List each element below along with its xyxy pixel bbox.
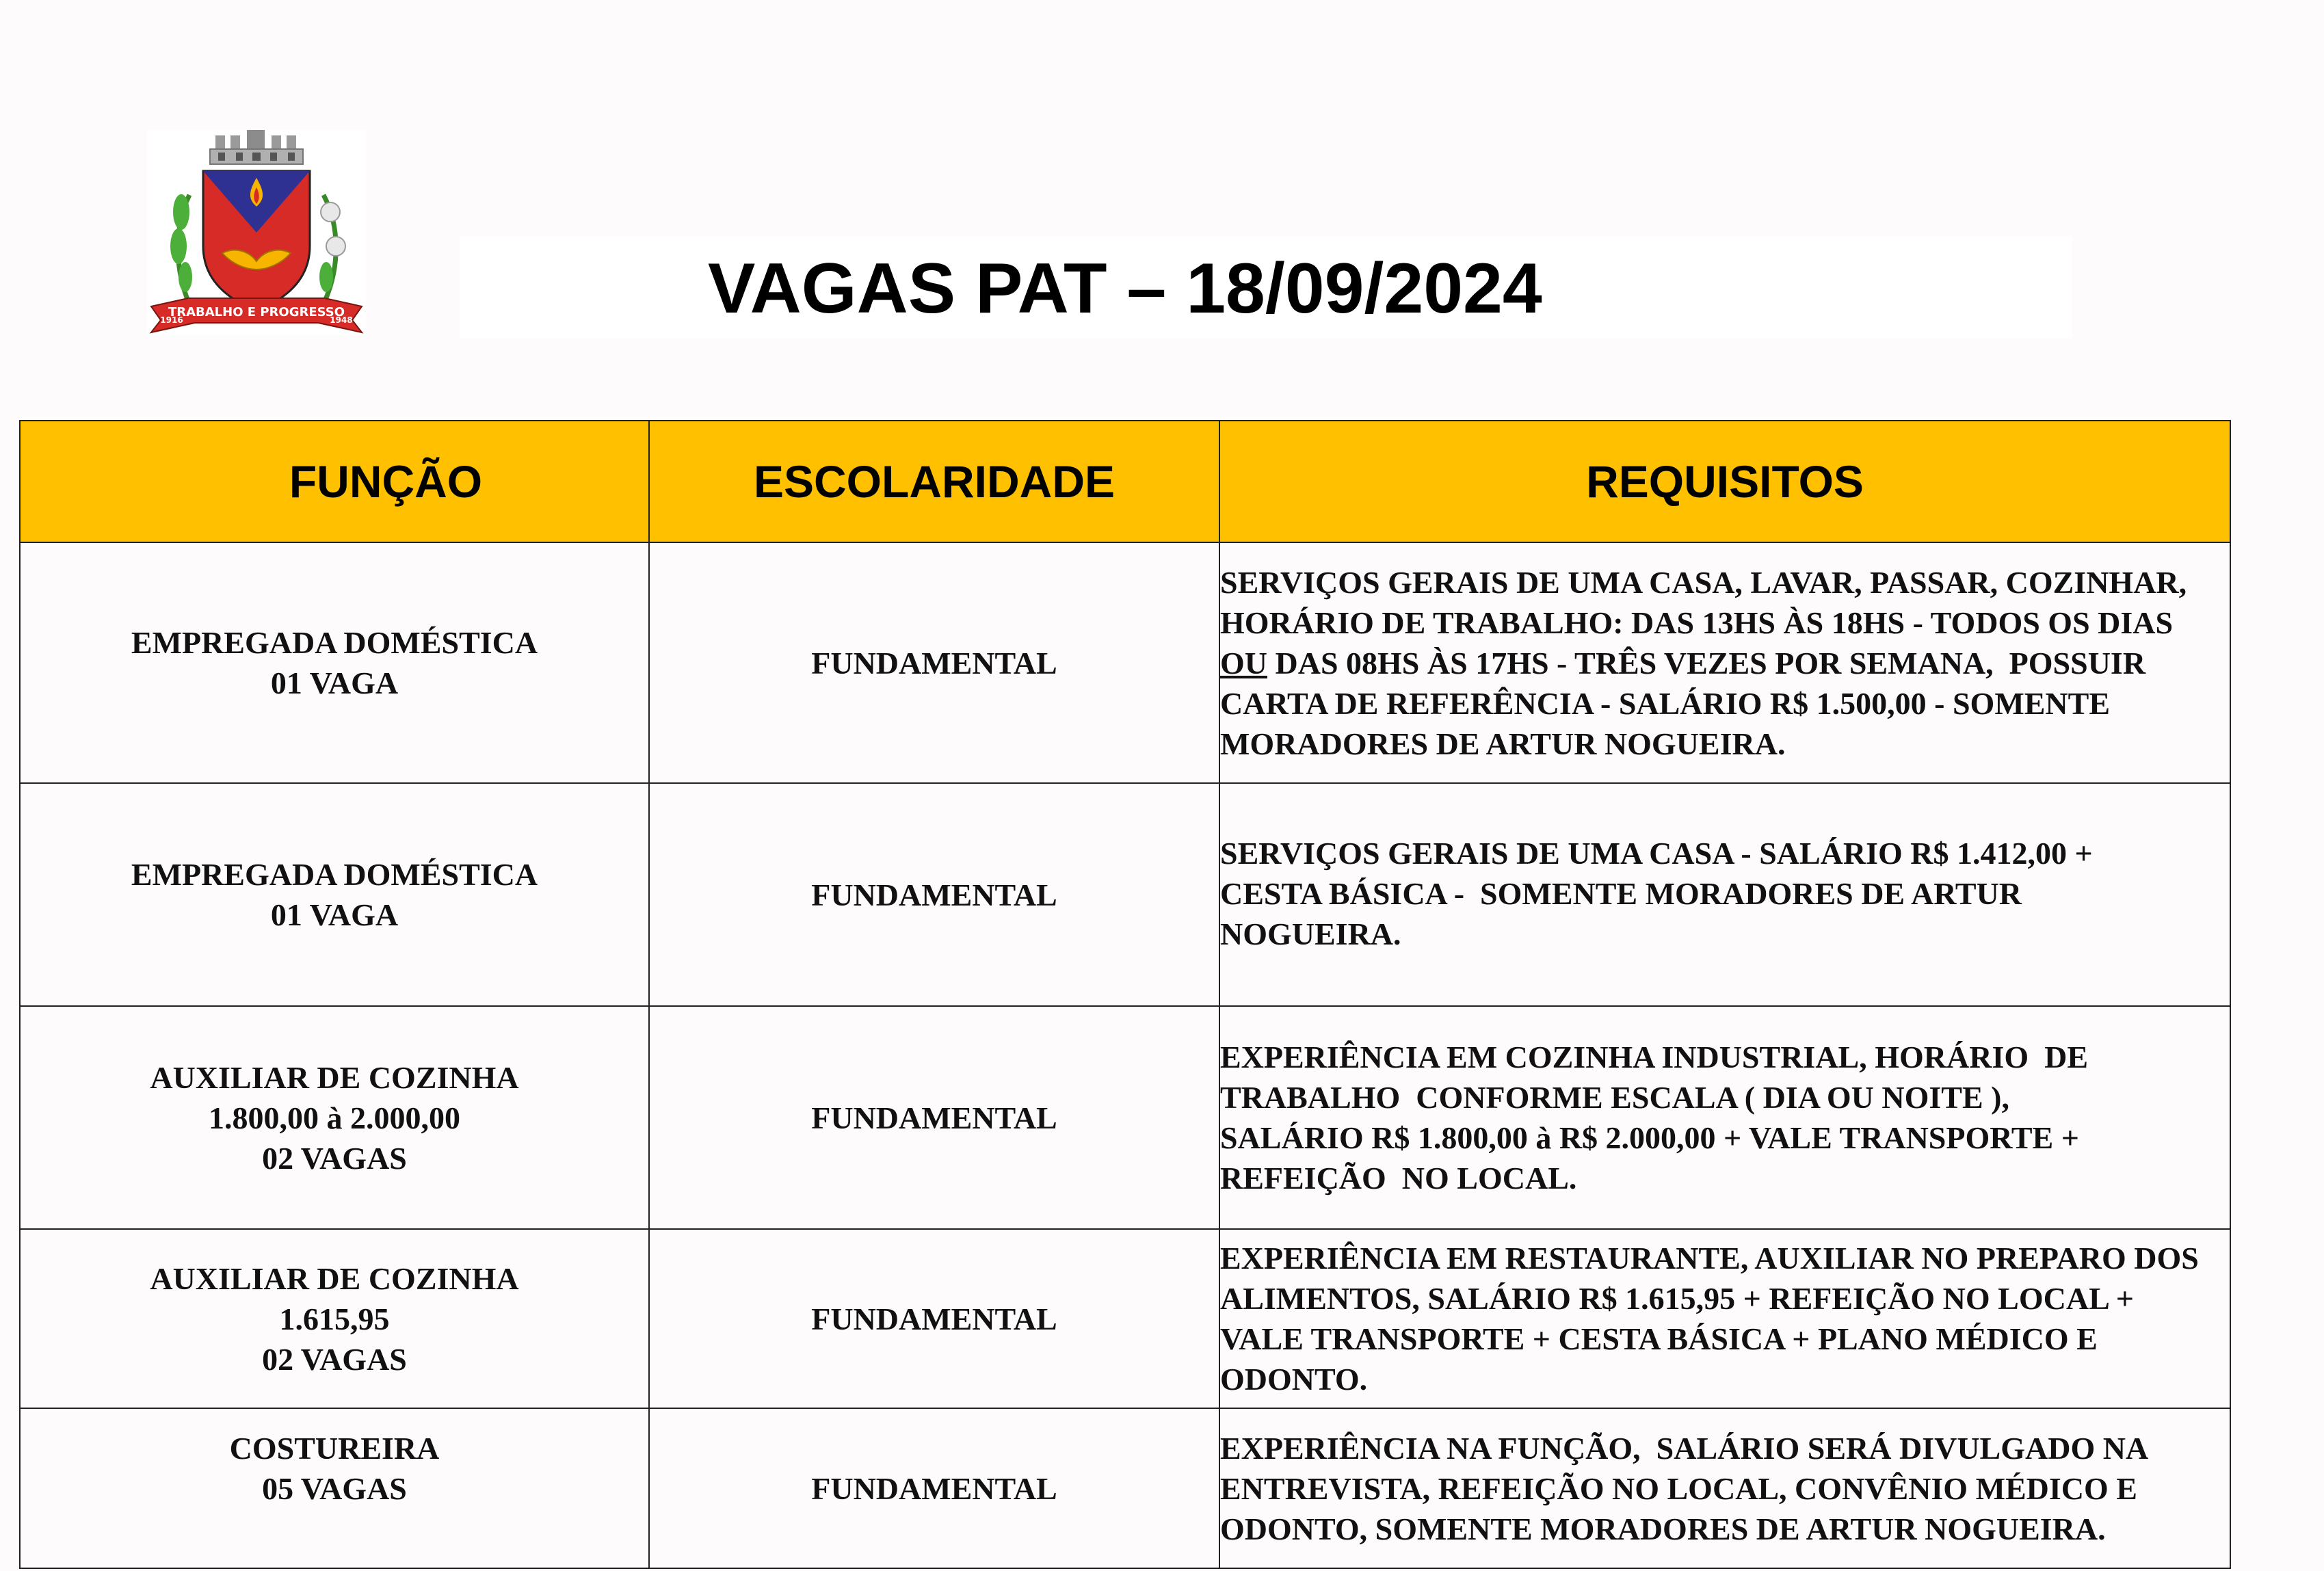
page-title: VAGAS PAT – 18/09/2024 xyxy=(708,249,1542,328)
cell-requisitos: SERVIÇOS GERAIS DE UMA CASA, LAVAR, PASSAR, COZINHAR, HORÁRIO DE TRABALHO: DAS 13HS ÀS 18HS - TODOS OS DIAS OU DAS 08HS ÀS 17HS - TRÊS VEZES POR SEMANA, POSSUIR CARTA DE REFERÊNCIA - SALÁRIO R$ 1.500,00 - SOMENTE MORADORES DE ARTUR NOGUEIRA. xyxy=(1219,542,2230,783)
cell-requisitos: SERVIÇOS GERAIS DE UMA CASA - SALÁRIO R$ 1.412,00 + CESTA BÁSICA - SOMENTE MORADORES DE ARTUR NOGUEIRA. xyxy=(1219,783,2230,1006)
table-row xyxy=(20,1229,2230,1408)
logo-year-right: 1948 xyxy=(330,315,353,325)
cell-requisitos: EXPERIÊNCIA EM RESTAURANTE, AUXILIAR NO PREPARO DOS ALIMENTOS, SALÁRIO R$ 1.615,95 + REFEIÇÃO NO LOCAL + VALE TRANSPORTE + CESTA BÁSICA + PLANO MÉDICO E ODONTO. xyxy=(1219,1229,2230,1408)
cell-escolaridade: FUNDAMENTAL xyxy=(649,783,1219,1006)
logo-year-left: 1916 xyxy=(160,315,183,325)
cell-escolaridade: FUNDAMENTAL xyxy=(649,1408,1219,1568)
cell-requisitos: EXPERIÊNCIA EM COZINHA INDUSTRIAL, HORÁRIO DE TRABALHO CONFORME ESCALA ( DIA OU NOITE ), SALÁRIO R$ 1.800,00 à R$ 2.000,00 + VALE TRANSPORTE + REFEIÇÃO NO LOCAL. xyxy=(1219,1006,2230,1229)
table-header-row xyxy=(20,421,2230,542)
table-row xyxy=(20,542,2230,783)
table-row xyxy=(20,1408,2230,1568)
cell-escolaridade: FUNDAMENTAL xyxy=(649,1229,1219,1408)
table-row xyxy=(20,783,2230,1006)
table-row xyxy=(20,1006,2230,1229)
cell-funcao: AUXILIAR DE COZINHA 1.800,00 à 2.000,00 02 VAGAS xyxy=(20,1006,649,1229)
column-header-escolaridade: ESCOLARIDADE xyxy=(649,421,1219,542)
column-header-funcao: FUNÇÃO xyxy=(20,421,649,542)
cell-funcao: COSTUREIRA 05 VAGAS xyxy=(20,1408,649,1568)
cell-funcao: EMPREGADA DOMÉSTICA 01 VAGA xyxy=(20,783,649,1006)
coat-of-arms-logo xyxy=(147,130,366,335)
logo-motto: TRABALHO E PROGRESSO xyxy=(168,305,345,319)
column-header-requisitos: REQUISITOS xyxy=(1219,421,2230,542)
cell-funcao: EMPREGADA DOMÉSTICA 01 VAGA xyxy=(20,542,649,783)
jobs-table xyxy=(19,420,2231,1569)
cell-escolaridade: FUNDAMENTAL xyxy=(649,1006,1219,1229)
cell-escolaridade: FUNDAMENTAL xyxy=(649,542,1219,783)
cell-requisitos: EXPERIÊNCIA NA FUNÇÃO, SALÁRIO SERÁ DIVULGADO NA ENTREVISTA, REFEIÇÃO NO LOCAL, CONVÊNIO MÉDICO E ODONTO, SOMENTE MORADORES DE ARTUR NOGUEIRA. xyxy=(1219,1408,2230,1568)
coat-of-arms-icon xyxy=(147,130,366,335)
cell-funcao: AUXILIAR DE COZINHA 1.615,95 02 VAGAS xyxy=(20,1229,649,1408)
